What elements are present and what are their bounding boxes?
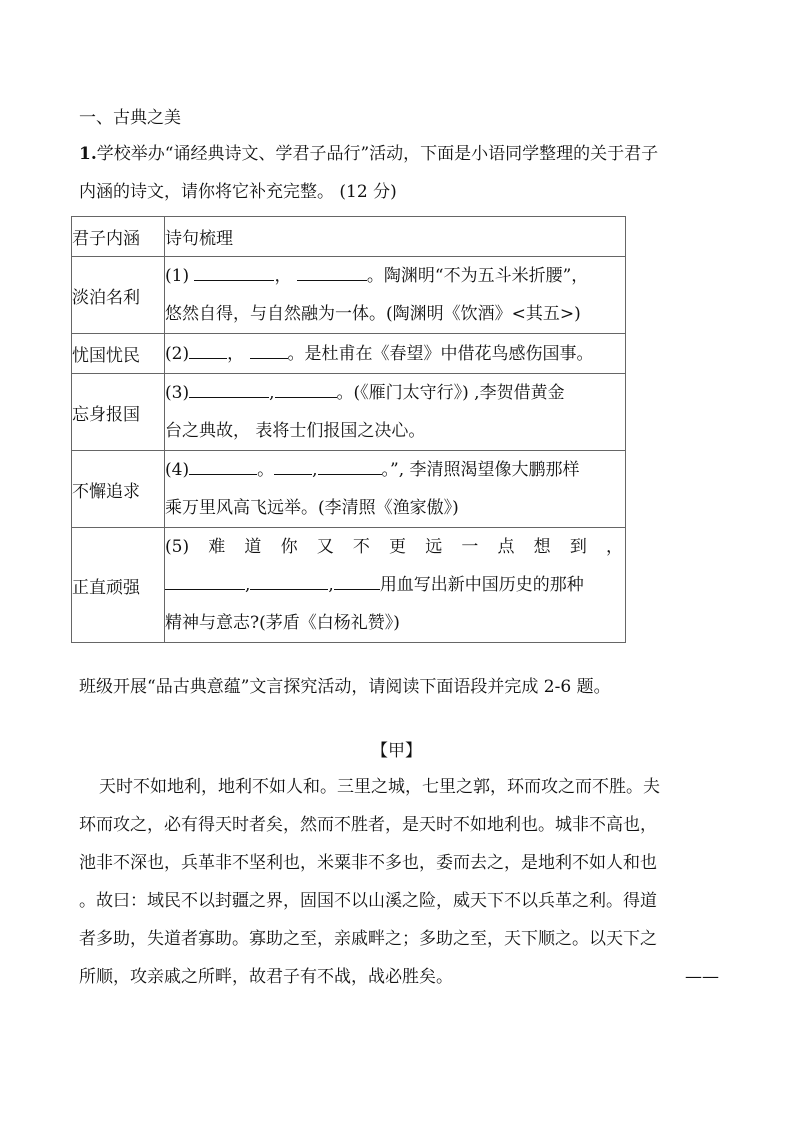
item-number: (5) bbox=[165, 537, 190, 557]
table-header-row bbox=[72, 217, 626, 257]
table-row bbox=[72, 528, 626, 643]
punct: , bbox=[312, 460, 318, 480]
row-line bbox=[165, 257, 625, 295]
answer-blank[interactable] bbox=[275, 381, 337, 398]
char: 不 bbox=[352, 537, 370, 557]
passage-line: 环而攻之，必有得天时者矣，然而不胜者，是天时不如地利也。城非不高也， bbox=[79, 815, 657, 835]
punct: ， bbox=[227, 343, 245, 364]
row-content bbox=[165, 257, 626, 334]
section-title: 一、古典之美 bbox=[79, 108, 181, 128]
char: 到 bbox=[569, 537, 587, 557]
char: 一 bbox=[461, 537, 479, 557]
row-content bbox=[165, 334, 626, 374]
passage-line: 天时不如地利，地利不如人和。三里之城，七里之郭，环而攻之而不胜。夫 bbox=[99, 777, 660, 797]
char: 难 bbox=[208, 537, 226, 557]
question-number: 1. bbox=[79, 144, 97, 164]
passage-line: 者多助，失道者寡助。寡助之至，亲戚畔之；多助之至，天下顺之。以天下之 bbox=[79, 929, 657, 949]
passage-line: 池非不深也，兵革非不坚利也，米粟非不多也，委而去之，是地利不如人和也 bbox=[79, 853, 657, 873]
row-text: 。是杜甫在《春望》中借花鸟感伤国事。 bbox=[287, 343, 594, 364]
item-number: (4) bbox=[165, 460, 190, 480]
char: 你 bbox=[280, 537, 298, 557]
row-label: 正直顽强 bbox=[72, 528, 165, 643]
answer-blank[interactable] bbox=[194, 264, 274, 281]
row-line: 台之典故， 表将士们报国之决心。 bbox=[165, 421, 426, 441]
row-text: 用血写出新中国历史的那种 bbox=[379, 575, 584, 595]
passage-line: 。故曰：域民不以封疆之界，固国不以山溪之险，威天下不以兵革之利。得道 bbox=[79, 891, 657, 911]
row-line bbox=[165, 566, 625, 604]
table-row bbox=[72, 374, 626, 451]
char: 点 bbox=[497, 537, 515, 557]
char: 更 bbox=[389, 537, 407, 557]
row-content bbox=[165, 451, 626, 528]
answer-blank[interactable] bbox=[189, 458, 257, 475]
punct: , bbox=[245, 575, 251, 595]
row-content bbox=[165, 528, 626, 643]
passage-last-line bbox=[79, 958, 719, 996]
question-1-line-1 bbox=[79, 142, 658, 166]
passage-line: 所顺，攻亲戚之所畔，故君子有不战，战必胜矣。 bbox=[79, 967, 453, 987]
item-number: (1) bbox=[165, 266, 195, 286]
row-label: 忘身报国 bbox=[72, 374, 165, 451]
row-label: 不懈追求 bbox=[72, 451, 165, 528]
row-line bbox=[165, 451, 625, 489]
activity-intro: 班级开展“品古典意蕴”文言探究活动，请阅读下面语段并完成 2-6 题。 bbox=[79, 677, 611, 697]
row-line bbox=[165, 374, 625, 412]
question-1-line-2: 内涵的诗文，请你将它补充完整。 (12 分) bbox=[79, 182, 397, 202]
char: 又 bbox=[316, 537, 334, 557]
char: 远 bbox=[425, 537, 443, 557]
table-row bbox=[72, 334, 626, 374]
answer-blank[interactable] bbox=[165, 573, 245, 590]
answer-blank[interactable] bbox=[274, 458, 312, 475]
answer-blank[interactable] bbox=[189, 342, 227, 359]
row-content bbox=[165, 374, 626, 451]
row-line bbox=[165, 335, 625, 373]
row-label: 淡泊名利 bbox=[72, 257, 165, 334]
answer-blank[interactable] bbox=[189, 381, 269, 398]
char: 道 bbox=[244, 537, 262, 557]
char: 想 bbox=[533, 537, 551, 557]
passage-heading: 【甲】 bbox=[371, 741, 422, 761]
question-1-text-1: 学校举办“诵经典诗文、学君子品行”活动，下面是小语同学整理的关于君子 bbox=[96, 144, 659, 164]
row-line: 悠然自得，与自然融为一体。(陶渊明《饮酒》<其五>) bbox=[165, 304, 581, 324]
answer-blank[interactable] bbox=[250, 342, 288, 359]
punct: ， bbox=[605, 537, 623, 557]
answer-blank[interactable] bbox=[318, 458, 382, 475]
attribution-dash: —— bbox=[685, 967, 719, 987]
header-cell-meaning: 君子内涵 bbox=[72, 217, 165, 257]
punct: ， bbox=[274, 266, 292, 286]
row-text: 。(《雁门太守行》) ,李贺借黄金 bbox=[336, 383, 565, 403]
answer-blank[interactable] bbox=[250, 573, 328, 590]
punct: , bbox=[269, 383, 275, 403]
row-label: 忧国忧民 bbox=[72, 334, 165, 374]
row-text: 。陶渊明“不为五斗米折腰”， bbox=[366, 266, 589, 286]
header-cell-verses: 诗句梳理 bbox=[165, 217, 626, 257]
passage-body bbox=[79, 768, 719, 996]
item-number: (2) bbox=[165, 343, 190, 364]
table-row bbox=[72, 451, 626, 528]
row-line: 精神与意志?(茅盾《白杨礼赞》) bbox=[165, 613, 400, 633]
row-line-justified bbox=[165, 528, 625, 566]
row-line: 乘万里风高飞远举。(李清照《渔家傲》) bbox=[165, 498, 459, 518]
table-row bbox=[72, 257, 626, 334]
punct: 。 bbox=[257, 460, 275, 480]
answer-blank[interactable] bbox=[297, 264, 367, 281]
item-number: (3) bbox=[165, 383, 190, 403]
punct: , bbox=[328, 575, 334, 595]
answer-blank[interactable] bbox=[334, 573, 380, 590]
row-text: 。”, 李清照渴望像大鹏那样 bbox=[381, 460, 580, 480]
poetry-table bbox=[71, 216, 626, 643]
